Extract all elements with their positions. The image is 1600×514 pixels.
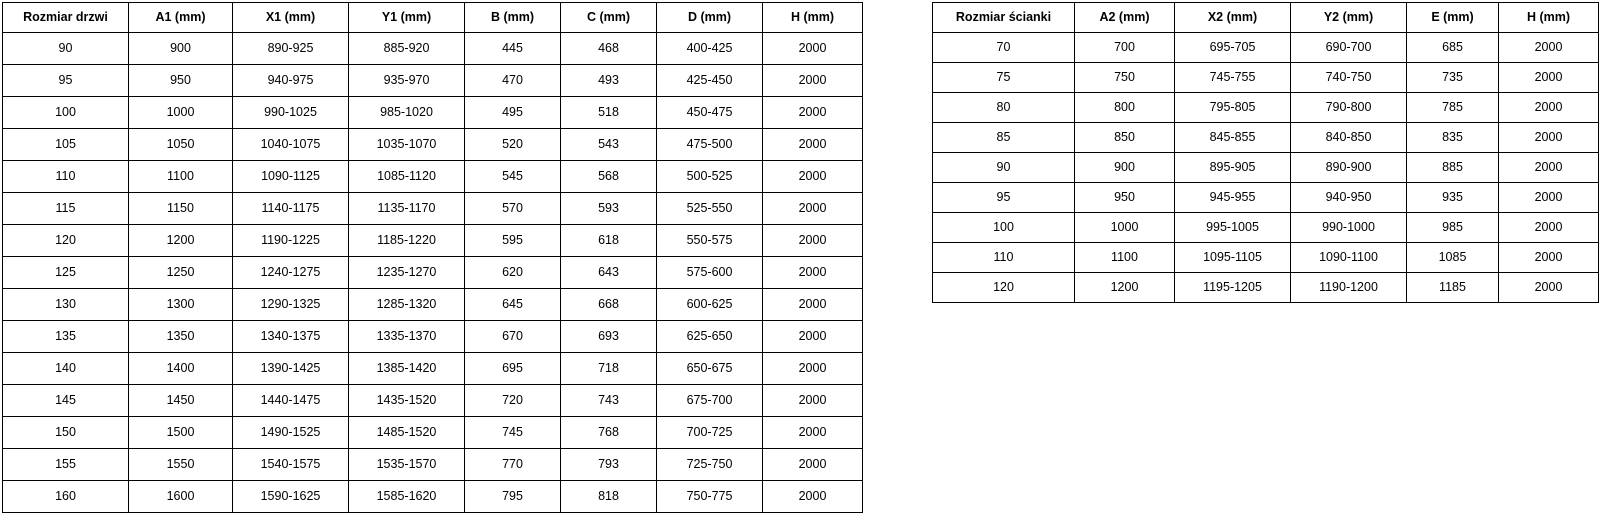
doors-cell: 470 <box>465 65 561 97</box>
walls-cell: 750 <box>1075 63 1175 93</box>
doors-cell: 750-775 <box>657 481 763 513</box>
doors-cell: 620 <box>465 257 561 289</box>
walls-cell: 1095-1105 <box>1175 243 1291 273</box>
table-row <box>3 257 863 289</box>
table-row <box>3 353 863 385</box>
doors-cell: 520 <box>465 129 561 161</box>
doors-cell: 768 <box>561 417 657 449</box>
table-row <box>933 243 1599 273</box>
walls-cell: 1200 <box>1075 273 1175 303</box>
walls-cell: 990-1000 <box>1291 213 1407 243</box>
doors-cell: 1090-1125 <box>233 161 349 193</box>
table-row <box>3 417 863 449</box>
walls-cell: 2000 <box>1499 93 1599 123</box>
table-header-row <box>933 3 1599 33</box>
doors-cell: 720 <box>465 385 561 417</box>
doors-cell: 500-525 <box>657 161 763 193</box>
doors-cell: 570 <box>465 193 561 225</box>
walls-cell: 945-955 <box>1175 183 1291 213</box>
walls-cell: 2000 <box>1499 33 1599 63</box>
doors-column-header: Y1 (mm) <box>349 3 465 33</box>
walls-table-header <box>933 3 1599 33</box>
doors-cell: 593 <box>561 193 657 225</box>
doors-cell: 1050 <box>129 129 233 161</box>
doors-cell: 2000 <box>763 417 863 449</box>
table-row <box>933 93 1599 123</box>
walls-cell: 1085 <box>1407 243 1499 273</box>
doors-cell: 1435-1520 <box>349 385 465 417</box>
walls-cell: 1100 <box>1075 243 1175 273</box>
doors-cell: 1285-1320 <box>349 289 465 321</box>
doors-cell: 650-675 <box>657 353 763 385</box>
doors-cell: 1490-1525 <box>233 417 349 449</box>
doors-cell: 1235-1270 <box>349 257 465 289</box>
doors-cell: 95 <box>3 65 129 97</box>
doors-cell: 1190-1225 <box>233 225 349 257</box>
doors-cell: 1150 <box>129 193 233 225</box>
table-row <box>3 161 863 193</box>
walls-cell: 70 <box>933 33 1075 63</box>
doors-cell: 100 <box>3 97 129 129</box>
doors-cell: 643 <box>561 257 657 289</box>
walls-cell: 1190-1200 <box>1291 273 1407 303</box>
walls-cell: 2000 <box>1499 183 1599 213</box>
doors-cell: 2000 <box>763 97 863 129</box>
doors-cell: 885-920 <box>349 33 465 65</box>
doors-cell: 1450 <box>129 385 233 417</box>
doors-cell: 700-725 <box>657 417 763 449</box>
table-row <box>933 153 1599 183</box>
doors-cell: 518 <box>561 97 657 129</box>
doors-cell: 525-550 <box>657 193 763 225</box>
doors-cell: 1335-1370 <box>349 321 465 353</box>
table-row <box>933 213 1599 243</box>
doors-cell: 1040-1075 <box>233 129 349 161</box>
doors-cell: 2000 <box>763 161 863 193</box>
walls-cell: 90 <box>933 153 1075 183</box>
doors-column-header: Rozmiar drzwi <box>3 3 129 33</box>
doors-cell: 2000 <box>763 193 863 225</box>
doors-cell: 575-600 <box>657 257 763 289</box>
doors-cell: 1485-1520 <box>349 417 465 449</box>
doors-cell: 718 <box>561 353 657 385</box>
doors-cell: 770 <box>465 449 561 481</box>
doors-cell: 1590-1625 <box>233 481 349 513</box>
walls-column-header: Rozmiar ścianki <box>933 3 1075 33</box>
doors-cell: 818 <box>561 481 657 513</box>
table-row <box>3 449 863 481</box>
table-row <box>3 289 863 321</box>
doors-cell: 670 <box>465 321 561 353</box>
walls-cell: 2000 <box>1499 63 1599 93</box>
doors-cell: 1135-1170 <box>349 193 465 225</box>
doors-cell: 935-970 <box>349 65 465 97</box>
doors-cell: 155 <box>3 449 129 481</box>
walls-cell: 80 <box>933 93 1075 123</box>
doors-column-header: H (mm) <box>763 3 863 33</box>
walls-cell: 1185 <box>1407 273 1499 303</box>
doors-cell: 675-700 <box>657 385 763 417</box>
doors-cell: 550-575 <box>657 225 763 257</box>
doors-cell: 495 <box>465 97 561 129</box>
doors-cell: 115 <box>3 193 129 225</box>
walls-cell: 890-900 <box>1291 153 1407 183</box>
doors-cell: 2000 <box>763 289 863 321</box>
walls-column-header: E (mm) <box>1407 3 1499 33</box>
walls-cell: 835 <box>1407 123 1499 153</box>
doors-cell: 120 <box>3 225 129 257</box>
walls-cell: 2000 <box>1499 153 1599 183</box>
walls-cell: 795-805 <box>1175 93 1291 123</box>
doors-cell: 1500 <box>129 417 233 449</box>
doors-cell: 693 <box>561 321 657 353</box>
doors-cell: 475-500 <box>657 129 763 161</box>
doors-cell: 1240-1275 <box>233 257 349 289</box>
walls-cell: 2000 <box>1499 273 1599 303</box>
walls-table-container <box>932 2 1599 303</box>
doors-cell: 1535-1570 <box>349 449 465 481</box>
walls-cell: 745-755 <box>1175 63 1291 93</box>
walls-dimensions-table <box>932 2 1599 303</box>
table-row <box>3 129 863 161</box>
doors-cell: 2000 <box>763 225 863 257</box>
doors-cell: 940-975 <box>233 65 349 97</box>
doors-cell: 795 <box>465 481 561 513</box>
doors-cell: 985-1020 <box>349 97 465 129</box>
doors-cell: 1300 <box>129 289 233 321</box>
table-row <box>3 97 863 129</box>
walls-cell: 100 <box>933 213 1075 243</box>
doors-table-body <box>3 33 863 513</box>
doors-cell: 110 <box>3 161 129 193</box>
doors-cell: 668 <box>561 289 657 321</box>
doors-cell: 1400 <box>129 353 233 385</box>
table-row <box>933 123 1599 153</box>
table-row <box>3 33 863 65</box>
doors-cell: 625-650 <box>657 321 763 353</box>
doors-cell: 135 <box>3 321 129 353</box>
doors-cell: 1350 <box>129 321 233 353</box>
walls-cell: 735 <box>1407 63 1499 93</box>
walls-cell: 1000 <box>1075 213 1175 243</box>
doors-cell: 450-475 <box>657 97 763 129</box>
doors-cell: 745 <box>465 417 561 449</box>
walls-column-header: H (mm) <box>1499 3 1599 33</box>
doors-cell: 990-1025 <box>233 97 349 129</box>
doors-cell: 1540-1575 <box>233 449 349 481</box>
walls-cell: 940-950 <box>1291 183 1407 213</box>
doors-cell: 145 <box>3 385 129 417</box>
doors-column-header: A1 (mm) <box>129 3 233 33</box>
walls-cell: 840-850 <box>1291 123 1407 153</box>
walls-cell: 685 <box>1407 33 1499 63</box>
doors-cell: 600-625 <box>657 289 763 321</box>
walls-cell: 2000 <box>1499 123 1599 153</box>
table-row <box>933 183 1599 213</box>
walls-column-header: X2 (mm) <box>1175 3 1291 33</box>
doors-cell: 1200 <box>129 225 233 257</box>
table-row <box>933 273 1599 303</box>
doors-column-header: C (mm) <box>561 3 657 33</box>
doors-cell: 2000 <box>763 353 863 385</box>
walls-column-header: Y2 (mm) <box>1291 3 1407 33</box>
doors-cell: 400-425 <box>657 33 763 65</box>
walls-cell: 790-800 <box>1291 93 1407 123</box>
doors-cell: 1085-1120 <box>349 161 465 193</box>
doors-column-header: B (mm) <box>465 3 561 33</box>
doors-cell: 890-925 <box>233 33 349 65</box>
walls-cell: 845-855 <box>1175 123 1291 153</box>
doors-cell: 1585-1620 <box>349 481 465 513</box>
walls-cell: 740-750 <box>1291 63 1407 93</box>
walls-cell: 885 <box>1407 153 1499 183</box>
walls-cell: 785 <box>1407 93 1499 123</box>
doors-cell: 90 <box>3 33 129 65</box>
walls-cell: 1195-1205 <box>1175 273 1291 303</box>
table-row <box>3 321 863 353</box>
walls-cell: 120 <box>933 273 1075 303</box>
table-row <box>933 63 1599 93</box>
walls-cell: 95 <box>933 183 1075 213</box>
walls-cell: 850 <box>1075 123 1175 153</box>
table-row <box>3 65 863 97</box>
walls-cell: 950 <box>1075 183 1175 213</box>
doors-cell: 1340-1375 <box>233 321 349 353</box>
doors-cell: 1385-1420 <box>349 353 465 385</box>
table-row <box>933 33 1599 63</box>
walls-cell: 1090-1100 <box>1291 243 1407 273</box>
walls-cell: 985 <box>1407 213 1499 243</box>
walls-cell: 75 <box>933 63 1075 93</box>
doors-cell: 125 <box>3 257 129 289</box>
doors-cell: 1035-1070 <box>349 129 465 161</box>
table-row <box>3 193 863 225</box>
doors-cell: 2000 <box>763 65 863 97</box>
doors-cell: 2000 <box>763 33 863 65</box>
doors-cell: 1390-1425 <box>233 353 349 385</box>
doors-cell: 1000 <box>129 97 233 129</box>
walls-cell: 110 <box>933 243 1075 273</box>
doors-table-container <box>2 2 863 513</box>
doors-cell: 725-750 <box>657 449 763 481</box>
doors-dimensions-table <box>2 2 863 513</box>
doors-cell: 950 <box>129 65 233 97</box>
walls-table-body <box>933 33 1599 303</box>
walls-column-header: A2 (mm) <box>1075 3 1175 33</box>
doors-cell: 1550 <box>129 449 233 481</box>
doors-cell: 160 <box>3 481 129 513</box>
doors-cell: 105 <box>3 129 129 161</box>
doors-cell: 543 <box>561 129 657 161</box>
doors-column-header: X1 (mm) <box>233 3 349 33</box>
doors-cell: 1290-1325 <box>233 289 349 321</box>
table-header-row <box>3 3 863 33</box>
doors-cell: 695 <box>465 353 561 385</box>
walls-cell: 2000 <box>1499 213 1599 243</box>
doors-cell: 150 <box>3 417 129 449</box>
doors-cell: 545 <box>465 161 561 193</box>
doors-cell: 900 <box>129 33 233 65</box>
doors-cell: 130 <box>3 289 129 321</box>
table-row <box>3 481 863 513</box>
doors-cell: 1250 <box>129 257 233 289</box>
doors-column-header: D (mm) <box>657 3 763 33</box>
doors-cell: 493 <box>561 65 657 97</box>
doors-cell: 468 <box>561 33 657 65</box>
table-row <box>3 385 863 417</box>
doors-cell: 445 <box>465 33 561 65</box>
walls-cell: 695-705 <box>1175 33 1291 63</box>
doors-cell: 2000 <box>763 481 863 513</box>
walls-cell: 895-905 <box>1175 153 1291 183</box>
doors-cell: 2000 <box>763 385 863 417</box>
doors-cell: 645 <box>465 289 561 321</box>
doors-cell: 425-450 <box>657 65 763 97</box>
doors-cell: 2000 <box>763 129 863 161</box>
walls-cell: 2000 <box>1499 243 1599 273</box>
table-row <box>3 225 863 257</box>
walls-cell: 935 <box>1407 183 1499 213</box>
walls-cell: 800 <box>1075 93 1175 123</box>
doors-cell: 568 <box>561 161 657 193</box>
walls-cell: 995-1005 <box>1175 213 1291 243</box>
doors-cell: 1440-1475 <box>233 385 349 417</box>
doors-cell: 1140-1175 <box>233 193 349 225</box>
doors-table-header <box>3 3 863 33</box>
walls-cell: 700 <box>1075 33 1175 63</box>
doors-cell: 1185-1220 <box>349 225 465 257</box>
doors-cell: 743 <box>561 385 657 417</box>
doors-cell: 1100 <box>129 161 233 193</box>
doors-cell: 2000 <box>763 257 863 289</box>
doors-cell: 595 <box>465 225 561 257</box>
walls-cell: 85 <box>933 123 1075 153</box>
doors-cell: 793 <box>561 449 657 481</box>
doors-cell: 140 <box>3 353 129 385</box>
doors-cell: 2000 <box>763 449 863 481</box>
walls-cell: 900 <box>1075 153 1175 183</box>
walls-cell: 690-700 <box>1291 33 1407 63</box>
doors-cell: 618 <box>561 225 657 257</box>
doors-cell: 2000 <box>763 321 863 353</box>
doors-cell: 1600 <box>129 481 233 513</box>
